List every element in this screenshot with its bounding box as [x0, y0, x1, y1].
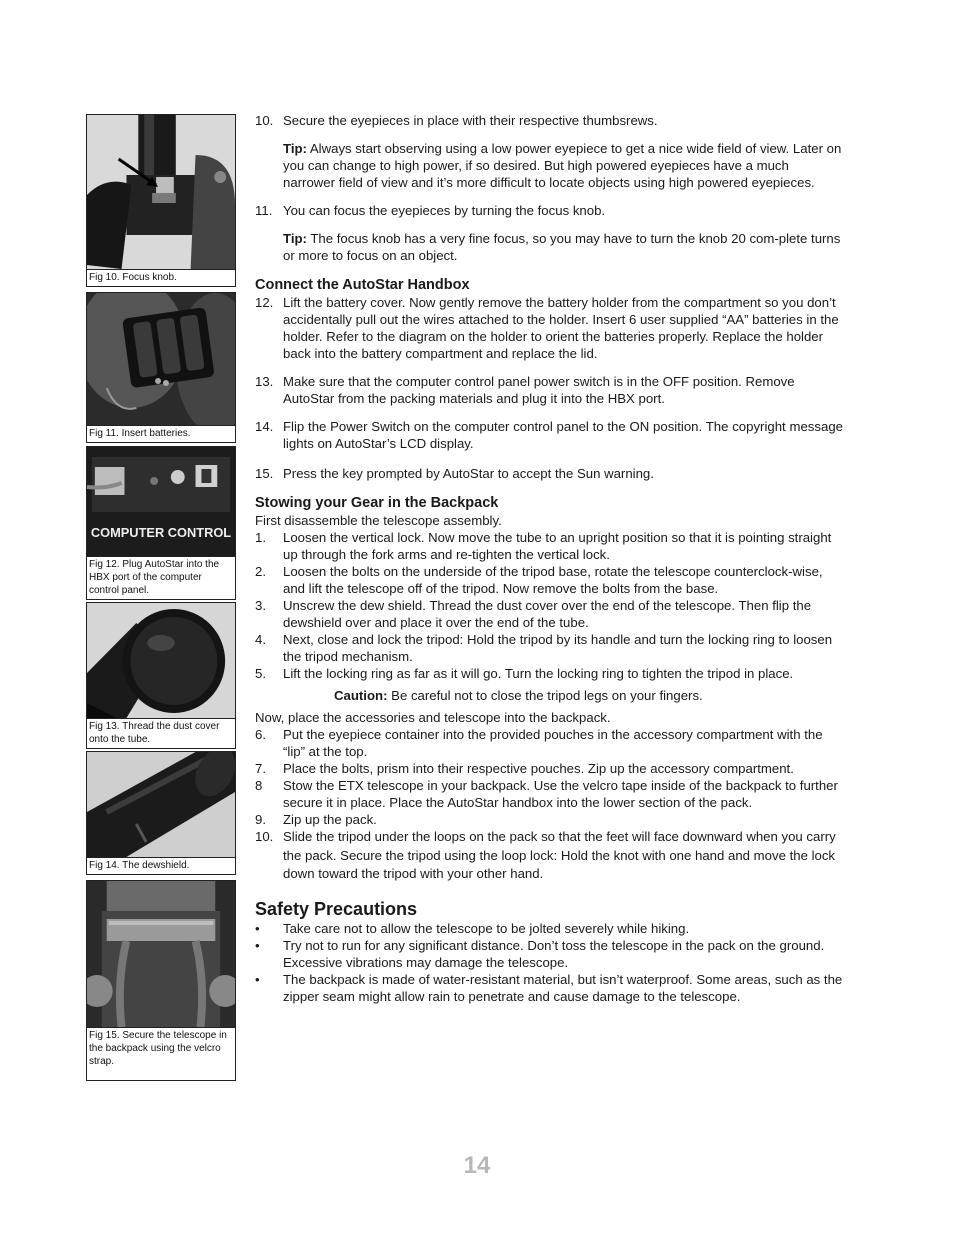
stow-step-9 [255, 811, 843, 828]
step-text: Loosen the bolts on the underside of the tripod base, rotate the telescope counterclock-wise, and lift the telescope off of the tripod. Now remove the bolts from the base. [283, 564, 823, 596]
tip-focus-knob [283, 230, 843, 264]
step-text: Stow the ETX telescope in your backpack. Use the velcro tape inside of the backpack to further secure it in place. Place the AutoStar handbox into the lower section of the pack. [283, 778, 838, 810]
figure-focus-knob [86, 114, 236, 287]
caution-label: Caution: [334, 688, 388, 703]
main-text [255, 112, 843, 1005]
stow-step-3 [255, 597, 843, 631]
photo-focus-knob [87, 115, 235, 270]
step-10-eyepieces [255, 112, 843, 129]
step-14-power-on [255, 418, 843, 452]
photo-backpack [87, 881, 235, 1028]
step-13-power-off [255, 373, 843, 407]
step-number: 12. [255, 295, 274, 310]
stow-step-6 [255, 726, 843, 760]
safety-text: Take care not to allow the telescope to be jolted severely while hiking. [283, 920, 690, 936]
step-number: 3. [255, 598, 266, 613]
step-text: You can focus the eyepieces by turning the focus knob. [283, 203, 606, 218]
step-15-sun-warning [255, 465, 843, 482]
step-number: 9. [255, 812, 266, 827]
caution-text: Be careful not to close the tripod legs on your fingers. [387, 688, 703, 703]
step-number: 8 [255, 778, 263, 793]
safety-item [255, 937, 843, 971]
figure-backpack [86, 880, 236, 1081]
photo-dust-cover [87, 603, 235, 719]
step-text: Slide the tripod under the loops on the pack so that the feet will face downward when you carry the pack. Secure the tripod using the loop lock: Hold the knot with one hand and move the lock down toward the tripod with your other hand. [283, 829, 836, 881]
figure-caption: Fig 11. Insert batteries. [89, 428, 191, 439]
tip-label: Tip: [283, 231, 307, 246]
step-text: Zip up the pack. [283, 812, 377, 827]
figure-caption: Fig 14. The dewshield. [89, 860, 190, 871]
page-number: 14 [463, 1152, 491, 1179]
figure-caption: Fig 10. Focus knob. [89, 272, 177, 283]
stow-step-10 [255, 828, 843, 884]
step-number: 11. [255, 203, 273, 218]
step-number: 13. [255, 374, 274, 389]
figure-caption: Fig 13. Thread the dust cover onto the tube. [89, 721, 220, 745]
step-text: Loosen the vertical lock. Now move the tube to an upright position so that it is pointing straight up through the fork arms and re-tighten the vertical lock. [283, 530, 832, 562]
step-text: Lift the battery cover. Now gently remove the battery holder from the compartment so you don’t accidentally pull out the wires attached to the holder. Insert 6 user supplied “AA” batteries in the holder. Refer to the diagram on the holder to orient the batteries properly. Replace the holder back into the battery compartment and replace the lid. [283, 295, 839, 361]
figure-dust-cover [86, 602, 236, 749]
tip-low-power [283, 140, 843, 191]
step-11-focus [255, 202, 843, 219]
stow-step-4 [255, 631, 843, 665]
bullet: • [255, 971, 260, 987]
dewshield-image [87, 752, 235, 857]
safety-item [255, 920, 843, 937]
stow-step-2 [255, 563, 843, 597]
stow-step-7 [255, 760, 843, 777]
heading-connect-handbox: Connect the AutoStar Handbox [255, 277, 470, 293]
safety-item [255, 971, 843, 1005]
step-text: Press the key prompted by AutoStar to accept the Sun warning. [283, 466, 654, 481]
step-text: Flip the Power Switch on the computer control panel to the ON position. The copyright message lights on AutoStar’s LCD display. [283, 419, 843, 451]
step-text: Put the eyepiece container into the provided pouches in the accessory compartment with the “lip” at the top. [283, 727, 823, 759]
step-number: 4. [255, 632, 266, 647]
focus-knob-image [87, 115, 235, 269]
safety-text: The backpack is made of water-resistant material, but isn’t waterproof. Some areas, such as the zipper seam might allow rain to penetrate and cause damage to the telescope. [283, 971, 843, 1004]
caution-note [334, 687, 843, 704]
dust-cover-image [87, 603, 235, 718]
step-text: Place the bolts, prism into their respective pouches. Zip up the accessory compartment. [283, 761, 794, 776]
step-number: 7. [255, 761, 266, 776]
step-number: 14. [255, 419, 274, 434]
step-number: 2. [255, 564, 266, 579]
safety-text: Try not to run for any significant distance. Don’t toss the telescope in the pack on the ground. Excessive vibrations may damage the telescope. [283, 937, 825, 970]
tip-text: Always start observing using a low power eyepiece to get a nice wide field of view. Later on you can change to high power, if so desired. But high powered eyepieces have a much narrower field of view and it’s more difficult to locate objects using high powered eyepieces. [283, 141, 842, 190]
heading-stowing: Stowing your Gear in the Backpack [255, 495, 499, 511]
stow-step-5 [255, 665, 843, 682]
step-text: Lift the locking ring as far as it will go. Turn the locking ring to tighten the tripod in place. [283, 666, 794, 681]
tip-label: Tip: [283, 141, 307, 156]
stowing-intro-2: Now, place the accessories and telescope into the backpack. [255, 710, 611, 725]
step-number: 1. [255, 530, 266, 545]
step-number: 6. [255, 727, 266, 742]
figure-caption: Fig 12. Plug AutoStar into the HBX port of the computer control panel. [89, 559, 220, 596]
batteries-image [87, 293, 235, 425]
photo-insert-batteries [87, 293, 235, 426]
backpack-image [87, 881, 235, 1027]
heading-safety: Safety Precautions [255, 898, 418, 919]
tip-text: The focus knob has a very fine focus, so you may have to turn the knob 20 com-plete turns or more to focus on an object. [283, 231, 841, 263]
step-text: Secure the eyepieces in place with their respective thumbsrews. [283, 113, 658, 128]
step-number: 10. [255, 829, 274, 844]
stow-step-8 [255, 777, 843, 811]
step-number: 5. [255, 666, 266, 681]
computer-control-image [87, 447, 235, 556]
step-text: Unscrew the dew shield. Thread the dust cover over the end of the telescope. Then flip the dewshield over and place it over the end of the tube. [283, 598, 812, 630]
figure-dewshield [86, 751, 236, 875]
bullet: • [255, 937, 260, 953]
bullet: • [255, 920, 260, 936]
figure-insert-batteries [86, 292, 236, 443]
step-text: Next, close and lock the tripod: Hold the tripod by its handle and turn the locking ring to loosen the tripod mechanism. [283, 632, 833, 664]
computer-control-label: COMPUTER CONTROL [90, 524, 232, 541]
step-number: 15. [255, 466, 274, 481]
stowing-intro: First disassemble the telescope assembly. [255, 513, 502, 528]
step-12-battery [255, 294, 843, 362]
photo-computer-control [87, 447, 235, 557]
step-text: Make sure that the computer control panel power switch is in the OFF position. Remove AutoStar from the packing materials and plug it into the HBX port. [283, 374, 795, 406]
figure-caption: Fig 15. Secure the telescope in the backpack using the velcro strap. [89, 1030, 227, 1067]
stow-step-1 [255, 529, 843, 563]
step-number: 10. [255, 113, 274, 128]
figure-computer-control [86, 446, 236, 600]
photo-dewshield [87, 752, 235, 858]
